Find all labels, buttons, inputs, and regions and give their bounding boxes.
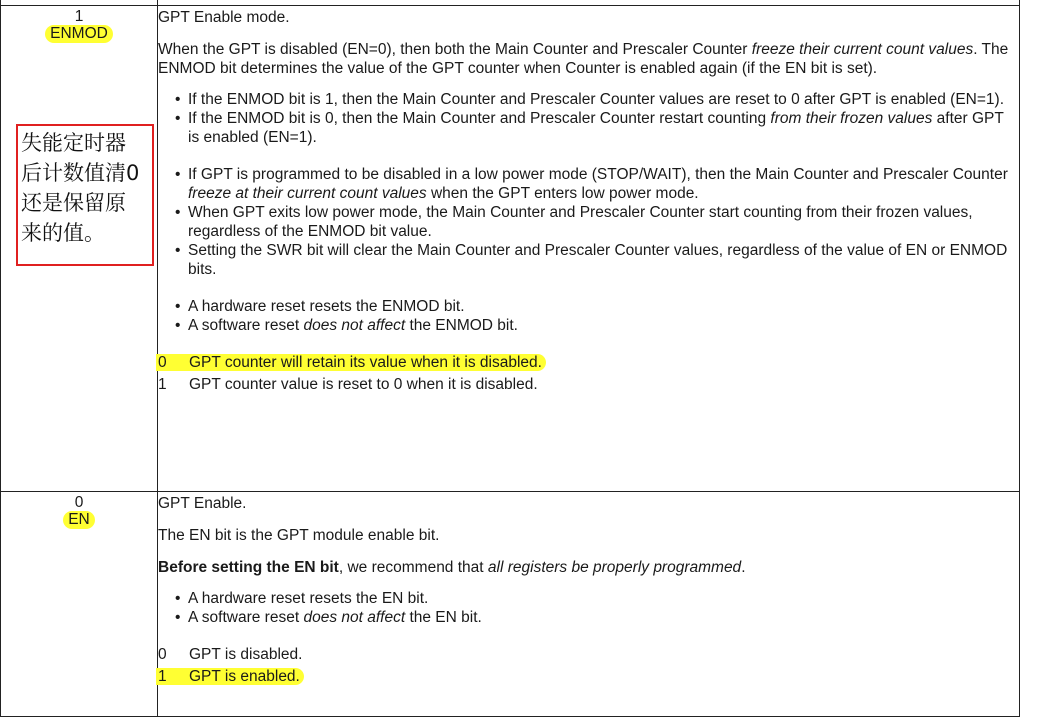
list-item: • If GPT is programmed to be disabled in a low power mode (STOP/WAIT), then the Main Counter and Prescaler Counter freeze at their current count values when the GPT enters low power mode.: [188, 165, 1019, 203]
annotation-line: 还是保留原: [21, 191, 126, 215]
recommendation-paragraph: Before setting the EN bit, we recommend that all registers be properly programmed.: [158, 559, 746, 576]
description-paragraph: The EN bit is the GPT module enable bit.: [158, 527, 440, 544]
field-title: GPT Enable.: [158, 495, 247, 512]
field-name-enmod: ENMOD: [45, 25, 113, 43]
list-item: • If the ENMOD bit is 0, then the Main Counter and Prescaler Counter restart counting from their frozen values after GPT is enabled (EN=1).: [188, 109, 1019, 147]
bit-number: 1: [74, 8, 84, 25]
chinese-annotation-box: [16, 124, 154, 266]
bullet-list: [158, 297, 1019, 335]
bullet-list: [158, 90, 1019, 147]
field-title: GPT Enable mode.: [158, 9, 290, 26]
value-list: [156, 645, 1019, 686]
list-item: • A software reset does not affect the EN bit.: [188, 608, 1019, 627]
description-paragraph: When the GPT is disabled (EN=0), then both the Main Counter and Prescaler Counter freeze their current count values. The ENMOD bit determines the value of the GPT counter when Counter is enabled again (if the EN bit is set).: [158, 41, 1009, 77]
annotation-line: 来的值。: [21, 221, 105, 245]
value-option-1: 1 GPT counter value is reset to 0 when it is disabled.: [158, 376, 538, 393]
bullet-list: [158, 589, 1019, 627]
list-item: • A hardware reset resets the ENMOD bit.: [188, 297, 1019, 316]
list-item: • When GPT exits low power mode, the Main Counter and Prescaler Counter start counting from their frozen values, regardless of the ENMOD bit value.: [188, 203, 1019, 241]
register-field-table: [0, 5, 1020, 717]
list-item: • Setting the SWR bit will clear the Main Counter and Prescaler Counter values, regardless of the value of EN or ENMOD bits.: [188, 241, 1019, 279]
list-item: • If the ENMOD bit is 1, then the Main Counter and Prescaler Counter values are reset to 0 after GPT is enabled (EN=1).: [188, 90, 1019, 109]
value-option-0: 0 GPT is disabled.: [158, 646, 303, 663]
field-name-en: EN: [63, 511, 95, 529]
list-item: • A hardware reset resets the EN bit.: [188, 589, 1019, 608]
list-item: • A software reset does not affect the ENMOD bit.: [188, 316, 1019, 335]
field-cell-en: [1, 492, 158, 717]
annotation-line: 后计数值清0: [21, 161, 140, 185]
table-row-enmod: [1, 6, 1020, 492]
bit-number: 0: [74, 494, 84, 511]
table-row-en: [1, 492, 1020, 717]
field-description-en: [158, 492, 1020, 717]
field-cell-enmod: [1, 6, 158, 492]
field-description-enmod: [158, 6, 1020, 492]
value-list: [156, 353, 1019, 394]
value-option-1: 1 GPT is enabled.: [156, 667, 1019, 686]
value-option-0: 0 GPT counter will retain its value when it is disabled.: [156, 353, 1019, 372]
annotation-line: 失能定时器: [21, 131, 126, 155]
bullet-list: [158, 165, 1019, 279]
